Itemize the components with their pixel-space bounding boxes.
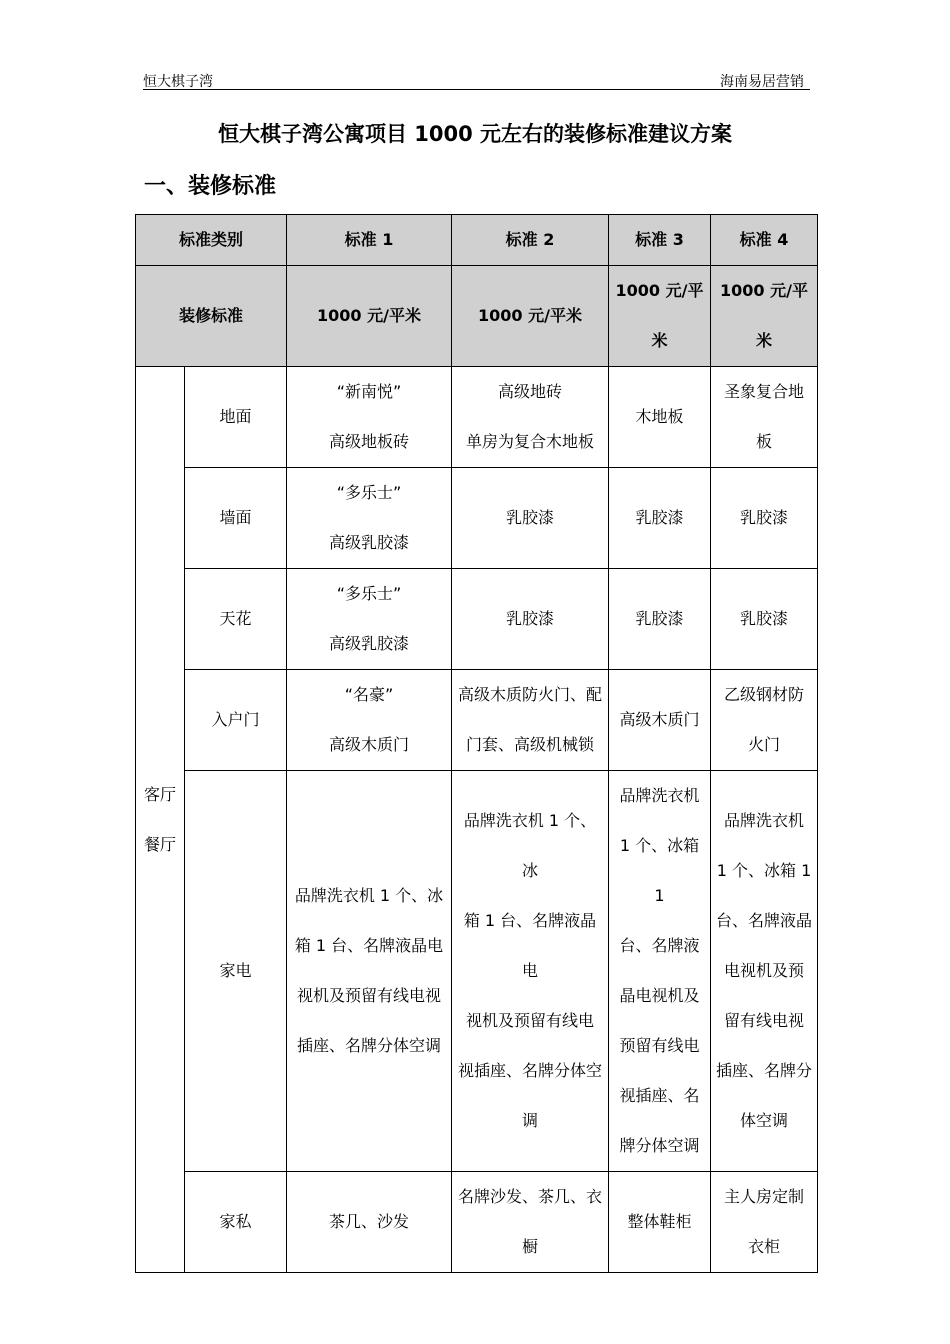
table-row: [136, 569, 818, 670]
header-right-text: 海南易居营销: [720, 74, 804, 90]
price-cell-standard-2: 1000 元/平米: [452, 266, 609, 367]
row-cell-standard-4: 乳胶漆: [711, 569, 818, 670]
row-cell-standard-2: 高级木质防火门、配 门套、高级机械锁: [452, 670, 609, 771]
header-cell-standard-1: 标准 1: [287, 215, 452, 266]
row-cell-standard-1: “多乐士” 高级乳胶漆: [287, 468, 452, 569]
row-cell-standard-4: 乙级钢材防 火门: [711, 670, 818, 771]
row-cell-standard-4: 乳胶漆: [711, 468, 818, 569]
row-cell-standard-4: 圣象复合地 板: [711, 367, 818, 468]
row-cell-standard-1: “多乐士” 高级乳胶漆: [287, 569, 452, 670]
row-cell-standard-1: “新南悦” 高级地板砖: [287, 367, 452, 468]
row-cell-standard-4: 品牌洗衣机 1 个、冰箱 1 台、名牌液晶 电视机及预 留有线电视 插座、名牌分 体空调: [711, 771, 818, 1172]
header-cell-category: 标准类别: [136, 215, 287, 266]
standards-table: [135, 214, 818, 1273]
table-row: [136, 1172, 818, 1273]
row-cell-standard-1: “名豪” 高级木质门: [287, 670, 452, 771]
row-cell-standard-3: 乳胶漆: [609, 468, 711, 569]
table-row: [136, 771, 818, 1172]
row-cell-standard-3: 木地板: [609, 367, 711, 468]
header-cell-standard-4: 标准 4: [711, 215, 818, 266]
row-cell-standard-2: 名牌沙发、茶几、衣 橱: [452, 1172, 609, 1273]
section-heading: 一、装修标准: [144, 174, 277, 199]
row-cell-standard-4: 主人房定制 衣柜: [711, 1172, 818, 1273]
price-cell-standard-4: 1000 元/平 米: [711, 266, 818, 367]
page-header: [143, 70, 810, 90]
price-cell-standard-1: 1000 元/平米: [287, 266, 452, 367]
row-item: 入户门: [185, 670, 287, 771]
row-cell-standard-1: 品牌洗衣机 1 个、冰 箱 1 台、名牌液晶电 视机及预留有线电视 插座、名牌分体空调: [287, 771, 452, 1172]
price-cell-label: 装修标准: [136, 266, 287, 367]
row-cell-standard-2: 乳胶漆: [452, 468, 609, 569]
row-cell-standard-2: 高级地砖 单房为复合木地板: [452, 367, 609, 468]
row-cell-standard-2: 品牌洗衣机 1 个、冰 箱 1 台、名牌液晶电 视机及预留有线电 视插座、名牌分体空 调: [452, 771, 609, 1172]
row-cell-standard-3: 高级木质门: [609, 670, 711, 771]
row-item: 墙面: [185, 468, 287, 569]
header-left-text: 恒大棋子湾: [143, 74, 213, 90]
table-row: [136, 468, 818, 569]
table-header-row: [136, 215, 818, 266]
row-cell-standard-3: 品牌洗衣机 1 个、冰箱 1 台、名牌液 晶电视机及 预留有线电 视插座、名 牌分体空调: [609, 771, 711, 1172]
row-cell-standard-1: 茶几、沙发: [287, 1172, 452, 1273]
header-cell-standard-2: 标准 2: [452, 215, 609, 266]
area-cell: 客厅 餐厅: [136, 367, 185, 1273]
document-title: 恒大棋子湾公寓项目 1000 元左右的装修标准建议方案: [217, 122, 733, 146]
row-cell-standard-2: 乳胶漆: [452, 569, 609, 670]
table-price-row: [136, 266, 818, 367]
table-row: [136, 670, 818, 771]
row-cell-standard-3: 乳胶漆: [609, 569, 711, 670]
header-cell-standard-3: 标准 3: [609, 215, 711, 266]
row-item: 地面: [185, 367, 287, 468]
price-cell-standard-3: 1000 元/平 米: [609, 266, 711, 367]
table-row: [136, 367, 818, 468]
row-item: 天花: [185, 569, 287, 670]
row-cell-standard-3: 整体鞋柜: [609, 1172, 711, 1273]
row-item: 家电: [185, 771, 287, 1172]
row-item: 家私: [185, 1172, 287, 1273]
